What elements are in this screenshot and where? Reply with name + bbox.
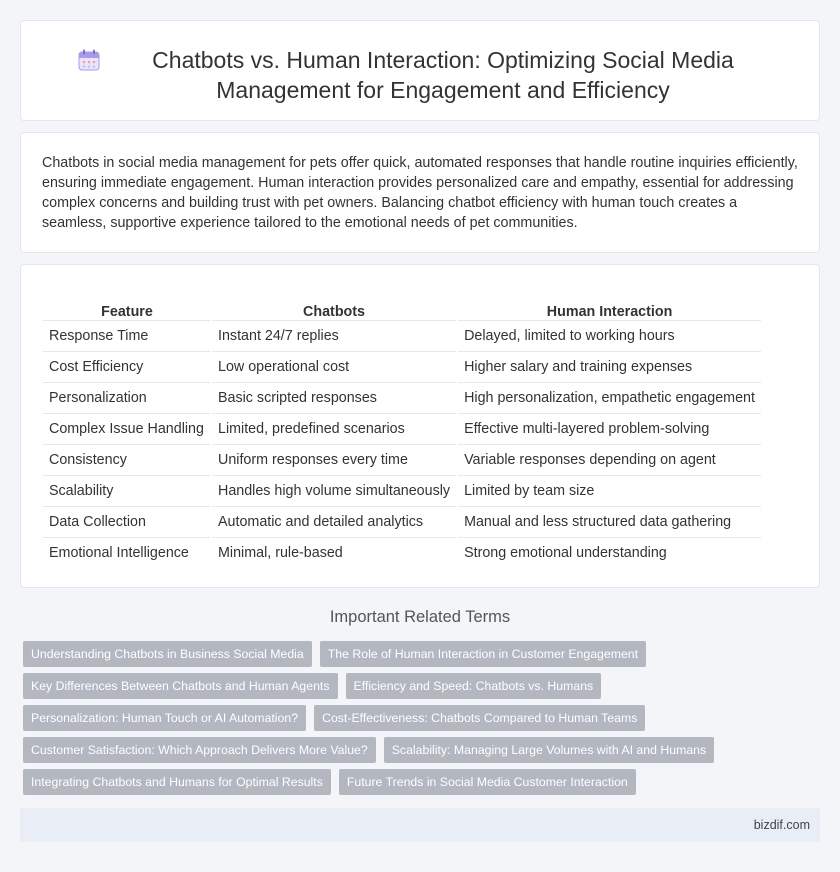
related-term-tag[interactable]: Customer Satisfaction: Which Approach Delivers More Value? xyxy=(23,737,376,763)
column-header: Chatbots xyxy=(303,303,365,320)
related-term-tag[interactable]: Cost-Effectiveness: Chatbots Compared to Human Teams xyxy=(314,705,645,731)
column-header: Feature xyxy=(101,303,153,320)
table-cell: Delayed, limited to working hours xyxy=(457,320,762,351)
table-cell: Limited, predefined scenarios xyxy=(211,413,457,444)
table-cell: Instant 24/7 replies xyxy=(211,320,457,351)
table-cell: Strong emotional understanding xyxy=(457,537,762,568)
footer-site-link[interactable]: bizdif.com xyxy=(753,818,810,832)
table-cell: Manual and less structured data gathering xyxy=(457,506,762,537)
table-cell: Basic scripted responses xyxy=(211,382,457,413)
tag-row xyxy=(23,641,803,667)
table-cell: Emotional Intelligence xyxy=(43,537,211,568)
table-cell: High personalization, empathetic engagement xyxy=(457,382,762,413)
related-term-tag[interactable]: Personalization: Human Touch or AI Automation? xyxy=(23,705,306,731)
table-row xyxy=(43,506,762,537)
table-row xyxy=(43,413,762,444)
table-cell: Complex Issue Handling xyxy=(43,413,211,444)
intro-text: Chatbots in social media management for pets offer quick, automated responses that handle routine inquiries efficiently, ensuring immediate engagement. Human interaction provides personalized care and empathy, essential for addressing complex concerns and building trust with pet owners. Balancing chatbot efficiency with human touch creates a seamless, supportive experience tailored to the emotional needs of pet communities. xyxy=(42,155,798,231)
table-cell: Higher salary and training expenses xyxy=(457,351,762,382)
table-cell: Response Time xyxy=(43,320,211,351)
table-cell: Scalability xyxy=(43,475,211,506)
table-cell: Cost Efficiency xyxy=(43,351,211,382)
table-row xyxy=(43,475,762,506)
header-card xyxy=(20,20,820,121)
tag-row xyxy=(23,737,803,763)
related-term-tag[interactable]: Understanding Chatbots in Business Social Media xyxy=(23,641,312,667)
table-cell: Variable responses depending on agent xyxy=(457,444,762,475)
table-header-row xyxy=(43,296,762,320)
related-term-tag[interactable]: Efficiency and Speed: Chatbots vs. Humans xyxy=(346,673,602,699)
table-cell: Personalization xyxy=(43,382,211,413)
tag-row xyxy=(23,705,803,731)
table-cell: Limited by team size xyxy=(457,475,762,506)
table-row xyxy=(43,351,762,382)
calendar-icon xyxy=(77,48,101,72)
table-cell: Minimal, rule-based xyxy=(211,537,457,568)
table-cell: Data Collection xyxy=(43,506,211,537)
related-terms-title: Important Related Terms xyxy=(329,608,511,626)
column-header: Human Interaction xyxy=(546,303,673,320)
related-term-tag[interactable]: Scalability: Managing Large Volumes with AI and Humans xyxy=(384,737,714,763)
related-term-tag[interactable]: Integrating Chatbots and Humans for Optimal Results xyxy=(23,769,331,795)
table-row xyxy=(43,382,762,413)
table-cell: Low operational cost xyxy=(211,351,457,382)
page-title: Chatbots vs. Human Interaction: Optimizing Social Media Management for Engagement and Efficiency xyxy=(152,47,734,103)
related-term-tag[interactable]: The Role of Human Interaction in Customer Engagement xyxy=(320,641,646,667)
intro-card xyxy=(20,132,820,253)
title-wrap xyxy=(21,21,819,105)
related-terms-tags xyxy=(23,641,803,801)
comparison-table xyxy=(43,296,763,568)
related-term-tag[interactable]: Future Trends in Social Media Customer Interaction xyxy=(339,769,636,795)
related-term-tag[interactable]: Key Differences Between Chatbots and Human Agents xyxy=(23,673,338,699)
tag-row xyxy=(23,673,803,699)
table-row xyxy=(43,537,762,568)
footer xyxy=(20,808,820,842)
table-cell: Effective multi-layered problem-solving xyxy=(457,413,762,444)
table-cell: Consistency xyxy=(43,444,211,475)
table-cell: Automatic and detailed analytics xyxy=(211,506,457,537)
comparison-card xyxy=(20,264,820,588)
table-cell: Uniform responses every time xyxy=(211,444,457,475)
table-row xyxy=(43,444,762,475)
tag-row xyxy=(23,769,803,795)
table-cell: Handles high volume simultaneously xyxy=(211,475,457,506)
table-row xyxy=(43,320,762,351)
